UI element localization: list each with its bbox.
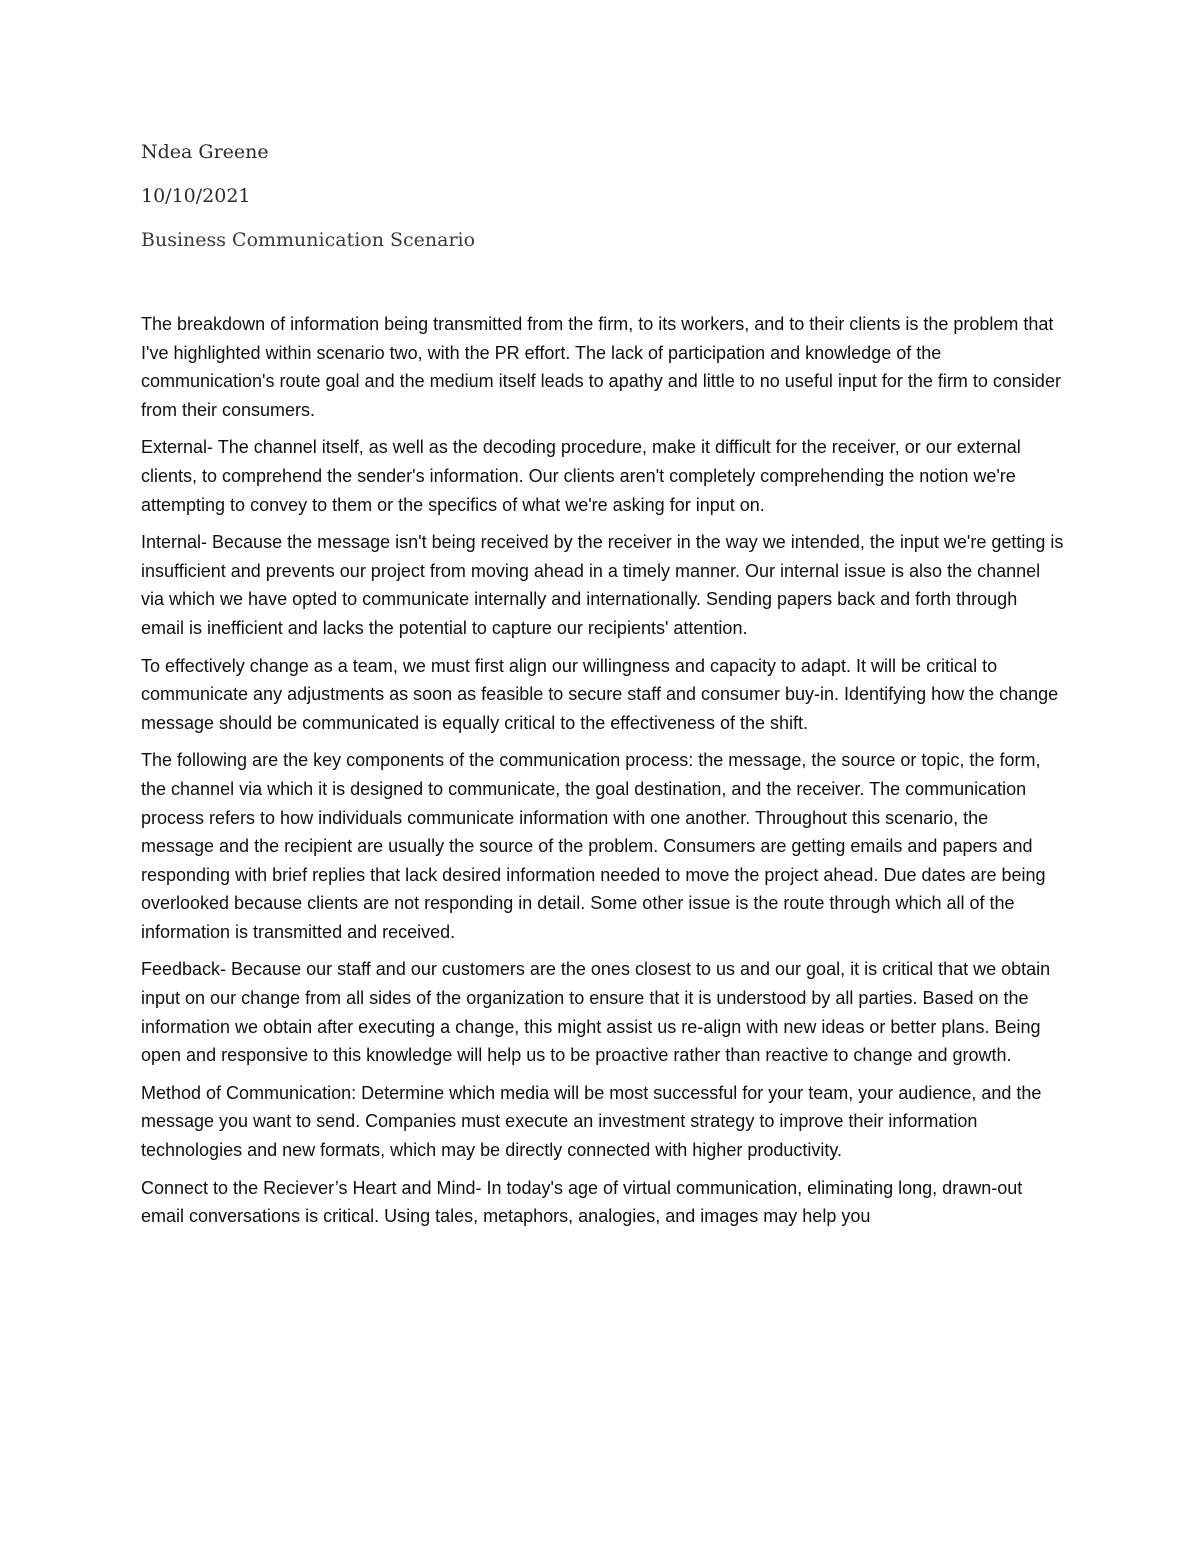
document-header xyxy=(141,140,1061,252)
author-name: Ndea Greene xyxy=(141,141,269,163)
paragraph-heart-and-mind: Connect to the Reciever’s Heart and Mind- In today's age of virtual communication, eliminating long, drawn-out email conversations is critical. Using tales, metaphors, analogies, and images may help you xyxy=(141,1177,1023,1227)
paragraph-method-of-communication: Method of Communication: Determine which media will be most successful for your team, your audience, and the message you want to send. Companies must execute an investment strategy to improve their information technologies and new formats, which may be directly connected with higher productivity. xyxy=(141,1082,1042,1161)
paragraph-external: External- The channel itself, as well as the decoding procedure, make it difficult for the receiver, or our external clients, to comprehend the sender's information. Our clients aren't completely comprehending the notion we're attempting to convey to them or the specifics of what we're asking for input on. xyxy=(141,437,1021,515)
paragraph-internal: Internal- Because the message isn't being received by the receiver in the way we intended, the input we're getting is insufficient and prevents our project from moving ahead in a timely manner. Our internal issue is also the channel via which we have opted to communicate internally and internationally. Sending papers back and forth through email is inefficient and lacks the potential to capture our recipients' attention. xyxy=(141,532,1064,638)
document-date: 10/10/2021 xyxy=(141,185,251,207)
document-title: Business Communication Scenario xyxy=(141,229,476,251)
paragraph-feedback: Feedback- Because our staff and our customers are the ones closest to us and our goal, it is critical that we obtain input on our change from all sides of the organization to ensure that it is understood by all parties. Based on the information we obtain after executing a change, this might assist us re-align with new ideas or better plans. Being open and responsive to this knowledge will help us to be proactive rather than reactive to change and growth. xyxy=(141,959,1051,1066)
paragraph-problem-statement: The breakdown of information being transmitted from the firm, to its workers, and to their clients is the problem that I've highlighted within scenario two, with the PR effort. The lack of participation and knowledge of the communication's route goal and the medium itself leads to apathy and little to no useful input for the firm to consider from their consumers. xyxy=(141,314,1061,420)
paragraph-change-as-team: To effectively change as a team, we must first align our willingness and capacity to adapt. It will be critical to communicate any adjustments as soon as feasible to secure staff and consumer buy-in. Identifying how the change message should be communicated is equally critical to the effectiveness of the shift. xyxy=(141,655,1059,733)
paragraph-communication-process: The following are the key components of the communication process: the message, the source or topic, the form, the channel via which it is designed to communicate, the goal destination, and the receiver. The communication process refers to how individuals communicate information with one another. Throughout this scenario, the message and the recipient are usually the source of the problem. Consumers are getting emails and papers and responding with brief replies that lack desired information needed to move the project ahead. Due dates are being overlooked because clients are not responding in detail. Some other issue is the route through which all of the information is transmitted and received. xyxy=(141,750,1046,942)
document-body xyxy=(141,310,1065,1240)
